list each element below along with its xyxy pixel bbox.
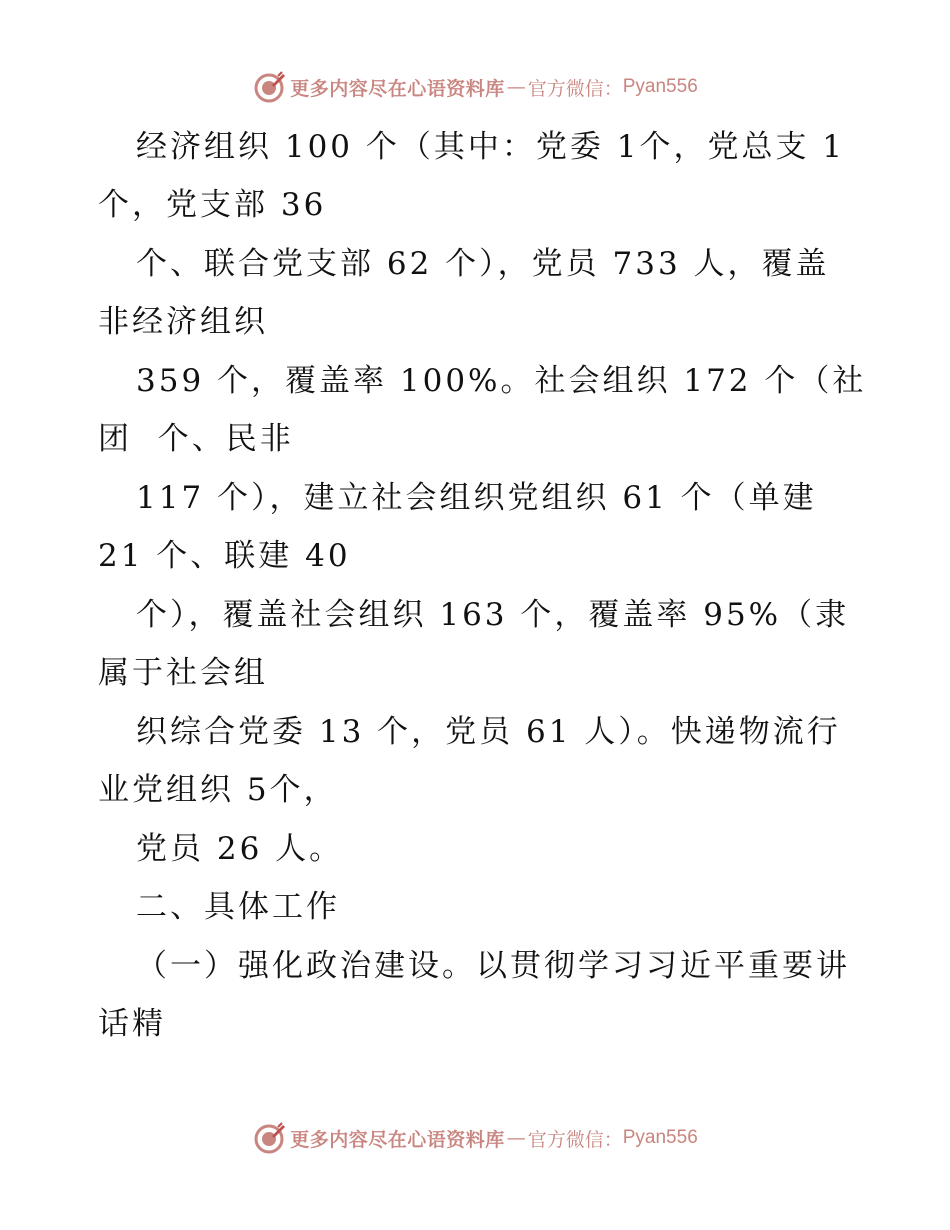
- section-heading: 二、具体工作: [136, 889, 340, 925]
- text-line: 属于社会组: [98, 655, 268, 691]
- text-line: 业党组织 5个，: [98, 772, 338, 808]
- watermark-text: 更多内容尽在心语资料库: [290, 1128, 505, 1151]
- watermark-separator: —: [506, 76, 526, 98]
- text-line: 非经济组织: [98, 304, 268, 340]
- text-line: 经济组织 100 个（其中：党委 1个，党总支 1: [136, 129, 846, 165]
- brush-pen-icon: [252, 70, 286, 104]
- text-line: 话精: [98, 1006, 166, 1042]
- watermark-account: Pyan556: [622, 1127, 698, 1148]
- text-line: 个，党支部 36: [98, 187, 327, 223]
- text-line: 团 个、民非: [98, 421, 294, 457]
- footer-watermark: [0, 1121, 950, 1155]
- watermark-account: Pyan556: [622, 76, 698, 97]
- text-line: 党员 26 人。: [136, 831, 344, 867]
- text-line: 织综合党委 13 个，党员 61 人）。快递物流行: [136, 714, 841, 750]
- text-line: 359 个，覆盖率 100%。社会组织 172 个（社: [136, 363, 867, 399]
- watermark-label: 官方微信：: [527, 77, 623, 100]
- watermark-separator: —: [506, 1127, 526, 1149]
- watermark-label: 官方微信：: [527, 1128, 623, 1151]
- text-line: 21 个、联建 40: [98, 538, 351, 574]
- text-line: （一）强化政治建设。以贯彻学习习近平重要讲: [136, 948, 850, 984]
- header-watermark: [0, 70, 950, 104]
- text-line: 117 个），建立社会组织党组织 61 个（单建: [136, 480, 817, 516]
- text-line: 个、联合党支部 62 个），党员 733 人，覆盖: [136, 246, 830, 282]
- watermark-text: 更多内容尽在心语资料库: [290, 77, 505, 100]
- brush-pen-icon: [252, 1121, 286, 1155]
- text-line: 个），覆盖社会组织 163 个，覆盖率 95%（隶: [136, 597, 850, 633]
